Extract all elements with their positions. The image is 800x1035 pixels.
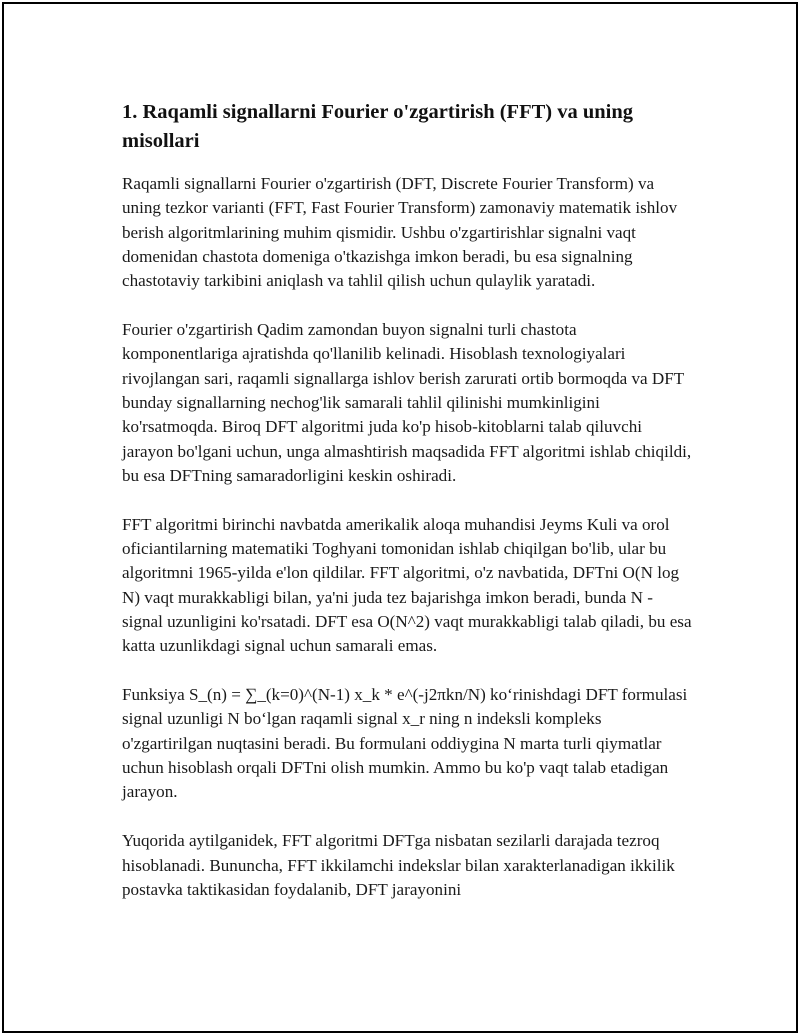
- paragraph-intro: Raqamli signallarni Fourier o'zgartirish (DFT, Discrete Fourier Transform) va uning tezkor varianti (FFT, Fast Fourier Transform) zamonaviy matematik ishlov berish algoritmlarining muhim qismidir. Ushbu o'zgartirishlar signalni vaqt domenidan chastota domeniga o'tkazishga imkon beradi, bu esa signalning chastotaviy tarkibini aniqlash va tahlil qilish uchun qulaylik yaratadi.: [122, 174, 678, 291]
- paragraph-history: Fourier o'zgartirish Qadim zamondan buyon signalni turli chastota komponentlariga ajratishda qo'llanilib kelinadi. Hisoblash texnologiyalari rivojlangan sari, raqamli signallarga ishlov berish zarurati ortib bormoqda va DFT bunday signallarning nechog'lik samarali tahlil qilinishi mumkinligini ko'rsatmoqda. Biroq DFT algoritmi juda ko'p hisob-kitoblarni talab qiluvchi jarayon bo'lgani uchun, unga almashtirish maqsadida FFT algoritmi ishlab chiqildi, bu esa DFTning samaradorligini keskin oshiradi.: [122, 320, 692, 485]
- paragraph-fft-origin: FFT algoritmi birinchi navbatda amerikalik aloqa muhandisi Jeyms Kuli va orol oficiantilarning matematiki Toghyani tomonidan ishlab chiqilgan bo'lib, ular bu algoritmni 1965-yilda e'lon qildilar. FFT algoritmi, o'z navbatida, DFTni O(N log N) vaqt murakkabligi bilan, ya'ni juda tez bajarishga imkon beradi, bunda N - signal uzunligini ko'rsatadi. DFT esa O(N^2) vaqt murakkabligi talab qiladi, bu esa katta uzunlikdagi signal uchun samarali emas.: [122, 514, 692, 656]
- paragraph-dft-formula: Funksiya S_(n) = ∑_(k=0)^(N-1) x_k * e^(-j2πkn/N) ko‘rinishdagi DFT formulasi signal uzunligi N bo‘lgan raqamli signal x_r ning n indeksli kompleks o'zgartirilgan nuqtasini beradi. Bu formulani oddiygina N marta turli qiymatlar uchun hisoblash orqali DFTni olish mumkin. Ammo bu ko'p vaqt talab etadigan jarayon.: [122, 685, 688, 802]
- paragraph-fft-speed: Yuqorida aytilganidek, FFT algoritmi DFTga nisbatan sezilarli darajada tezroq hisoblanadi. Bununcha, FFT ikkilamchi indekslar bilan xarakterlanadigan ikkilik postavka taktikasidan foydalanib, DFT jarayonini: [122, 831, 675, 899]
- page-frame: [2, 2, 798, 1033]
- document-body: [122, 98, 692, 927]
- section-heading: 1. Raqamli signallarni Fourier o'zgartirish (FFT) va uning misollari: [122, 101, 633, 152]
